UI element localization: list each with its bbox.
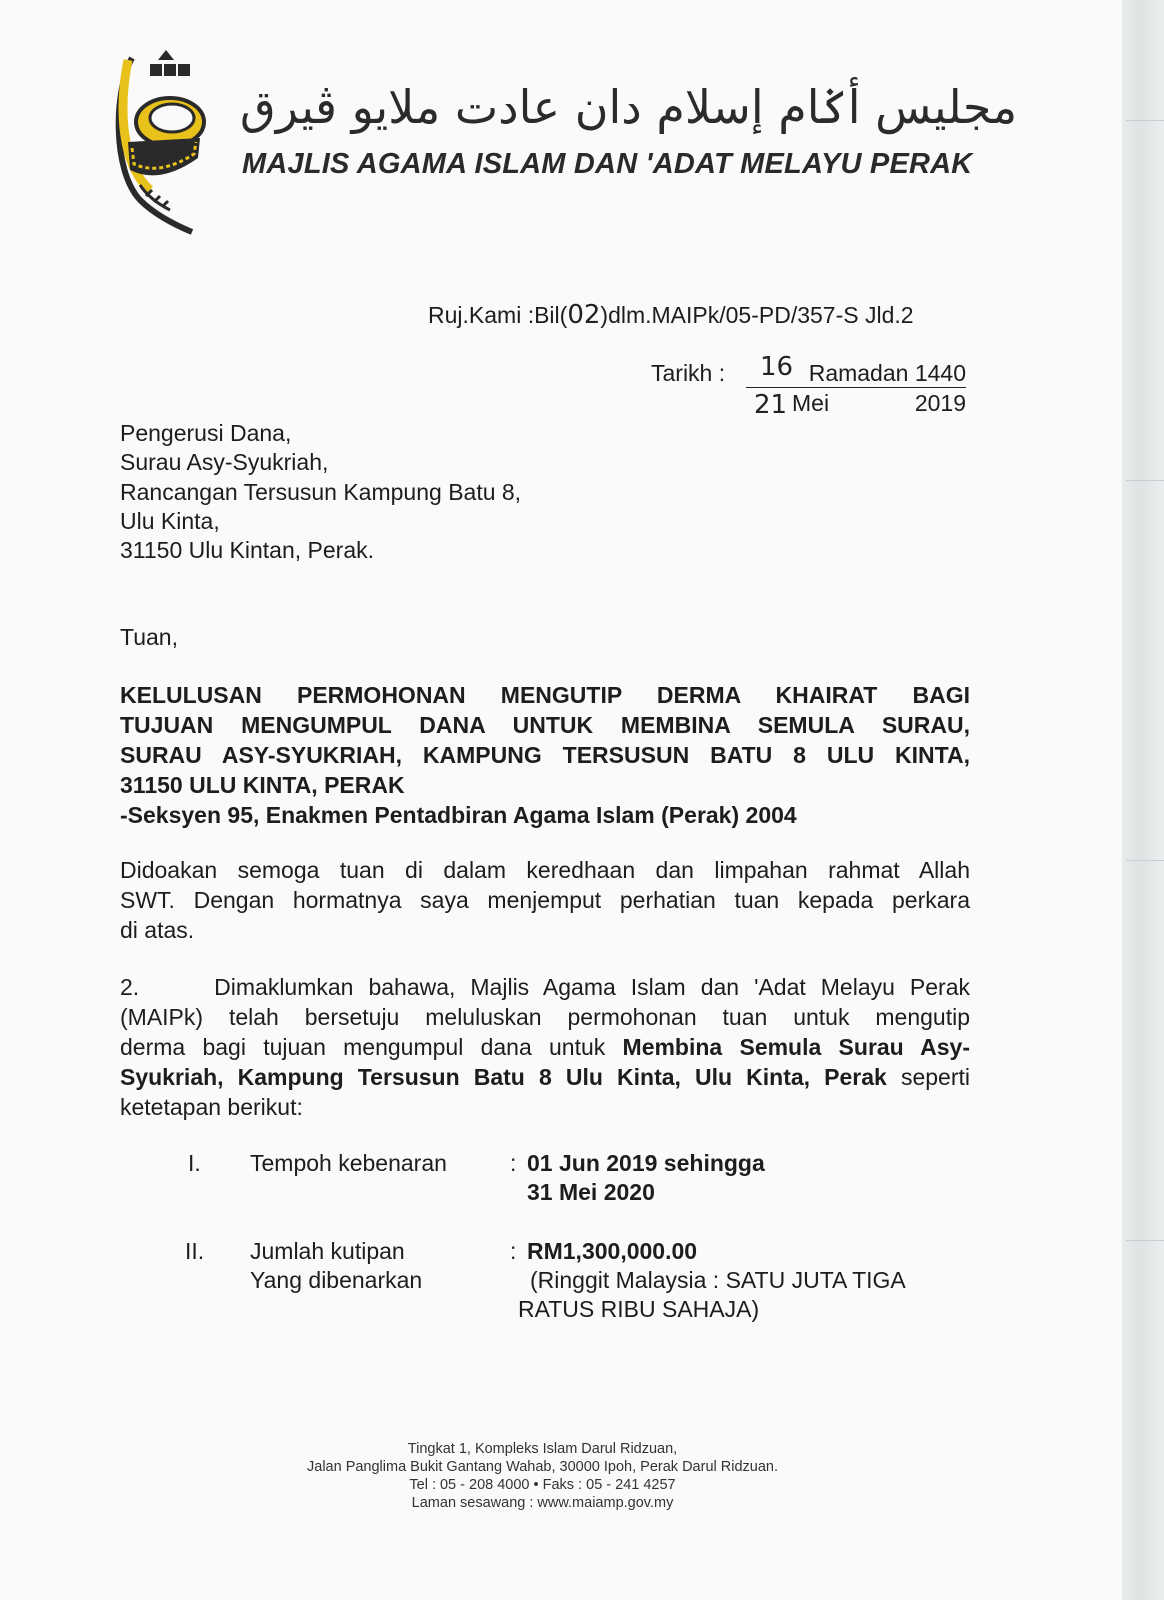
paragraph-text: seperti xyxy=(886,1064,970,1090)
subject xyxy=(120,680,970,830)
date-hijri xyxy=(746,352,966,388)
paragraph-line xyxy=(120,1032,970,1062)
greg-day: 21 xyxy=(754,390,788,420)
subject-line: KELULUSAN PERMOHONAN MENGUTIP DERMA KHAIRAT BAGI xyxy=(120,682,970,708)
item-colon: : xyxy=(510,1150,517,1176)
item-value: RM1,300,000.00 xyxy=(527,1238,698,1264)
edge-rule xyxy=(1126,120,1164,121)
subject-line: TUJUAN MENGUMPUL DANA UNTUK MEMBINA SEMULA SURAU, xyxy=(120,712,970,738)
footer-address xyxy=(0,1440,1085,1512)
date-label: Tarikh : xyxy=(651,360,726,386)
item-label: Tempoh kebenaran xyxy=(250,1150,447,1176)
footer-line: Tingkat 1, Kompleks Islam Darul Ridzuan, xyxy=(407,1441,678,1457)
footer-line: Laman sesawang : www.maiamp.gov.my xyxy=(411,1495,674,1511)
subject-section: -Seksyen 95, Enakmen Pentadbiran Agama Islam (Perak) 2004 xyxy=(120,802,797,828)
paragraph-line: di atas. xyxy=(120,917,195,943)
reference-suffix: )dlm.MAIPk/05-PD/357-S Jld.2 xyxy=(600,302,914,328)
paragraph-line: Didoakan semoga tuan di dalam keredhaan dan limpahan rahmat Allah xyxy=(120,857,970,883)
org-name: MAJLIS AGAMA ISLAM DAN 'ADAT MELAYU PERAK xyxy=(242,148,973,180)
reference-label: Ruj.Kami :Bil( xyxy=(428,302,568,328)
recipient-line: Surau Asy-Syukriah, xyxy=(120,449,329,475)
edge-rule xyxy=(1126,480,1164,481)
paragraph-1 xyxy=(120,855,970,945)
paragraph-bold-text: Syukriah, Kampung Tersusun Batu 8 Ulu Kinta, Ulu Kinta, Perak xyxy=(120,1064,887,1090)
item-value: 01 Jun 2019 sehingga xyxy=(527,1150,765,1176)
recipient-line: Pengerusi Dana, xyxy=(120,420,292,446)
org-name-arabic: مجليس أݢام إسلام دان عادت ملايو ڤيرق xyxy=(240,80,1018,134)
reference-number xyxy=(428,300,914,330)
item-label: Jumlah kutipan xyxy=(250,1238,405,1264)
paragraph-line: (MAIPk) telah bersetuju meluluskan permohonan tuan untuk mengutip xyxy=(120,1004,970,1030)
maipk-logo-icon xyxy=(110,50,210,240)
subject-line: 31150 ULU KINTA, PERAK xyxy=(120,772,405,798)
paragraph-line: ketetapan berikut: xyxy=(120,1094,303,1120)
greg-month: Mei xyxy=(792,390,830,416)
paragraph-text: derma bagi tujuan mengumpul dana untuk xyxy=(120,1034,623,1060)
edge-rule xyxy=(1126,1240,1164,1241)
item-label: Yang dibenarkan xyxy=(250,1267,423,1293)
item-value: RATUS RIBU SAHAJA) xyxy=(518,1296,760,1322)
item-value: 31 Mei 2020 xyxy=(527,1179,655,1205)
paragraph-2 xyxy=(120,972,970,1122)
footer-line: Jalan Panglima Bukit Gantang Wahab, 30000 Ipoh, Perak Darul Ridzuan. xyxy=(307,1459,778,1475)
paragraph-line: SWT. Dengan hormatnya saya menjemput perhatian tuan kepada perkara xyxy=(120,887,970,913)
item-colon: : xyxy=(510,1238,517,1264)
paragraph-bold-text: Membina Semula Surau Asy- xyxy=(622,1034,970,1060)
subject-line: SURAU ASY-SYUKRIAH, KAMPUNG TERSUSUN BATU 8 ULU KINTA, xyxy=(120,742,970,768)
item-number: I. xyxy=(188,1150,201,1176)
salutation: Tuan, xyxy=(120,624,178,650)
recipient-line: 31150 Ulu Kintan, Perak. xyxy=(120,537,375,563)
hijri-day: 16 xyxy=(760,352,794,382)
recipient-line: Rancangan Tersusun Kampung Batu 8, xyxy=(120,479,522,505)
edge-rule xyxy=(1126,860,1164,861)
paragraph-line: 2. Dimaklumkan bahawa, Majlis Agama Islam dan 'Adat Melayu Perak xyxy=(120,974,970,1000)
paragraph-line xyxy=(120,1062,970,1092)
recipient-line: Ulu Kinta, xyxy=(120,508,220,534)
handwritten-ref-no: 02 xyxy=(567,300,601,330)
footer-line: Tel : 05 - 208 4000 • Faks : 05 - 241 4257 xyxy=(409,1477,676,1493)
greg-year: 2019 xyxy=(914,390,966,416)
item-number: II. xyxy=(185,1238,205,1264)
hijri-month-year: Ramadan 1440 xyxy=(808,360,966,386)
page-edge xyxy=(1122,0,1164,1600)
item-value: (Ringgit Malaysia : SATU JUTA TIGA xyxy=(530,1267,906,1293)
